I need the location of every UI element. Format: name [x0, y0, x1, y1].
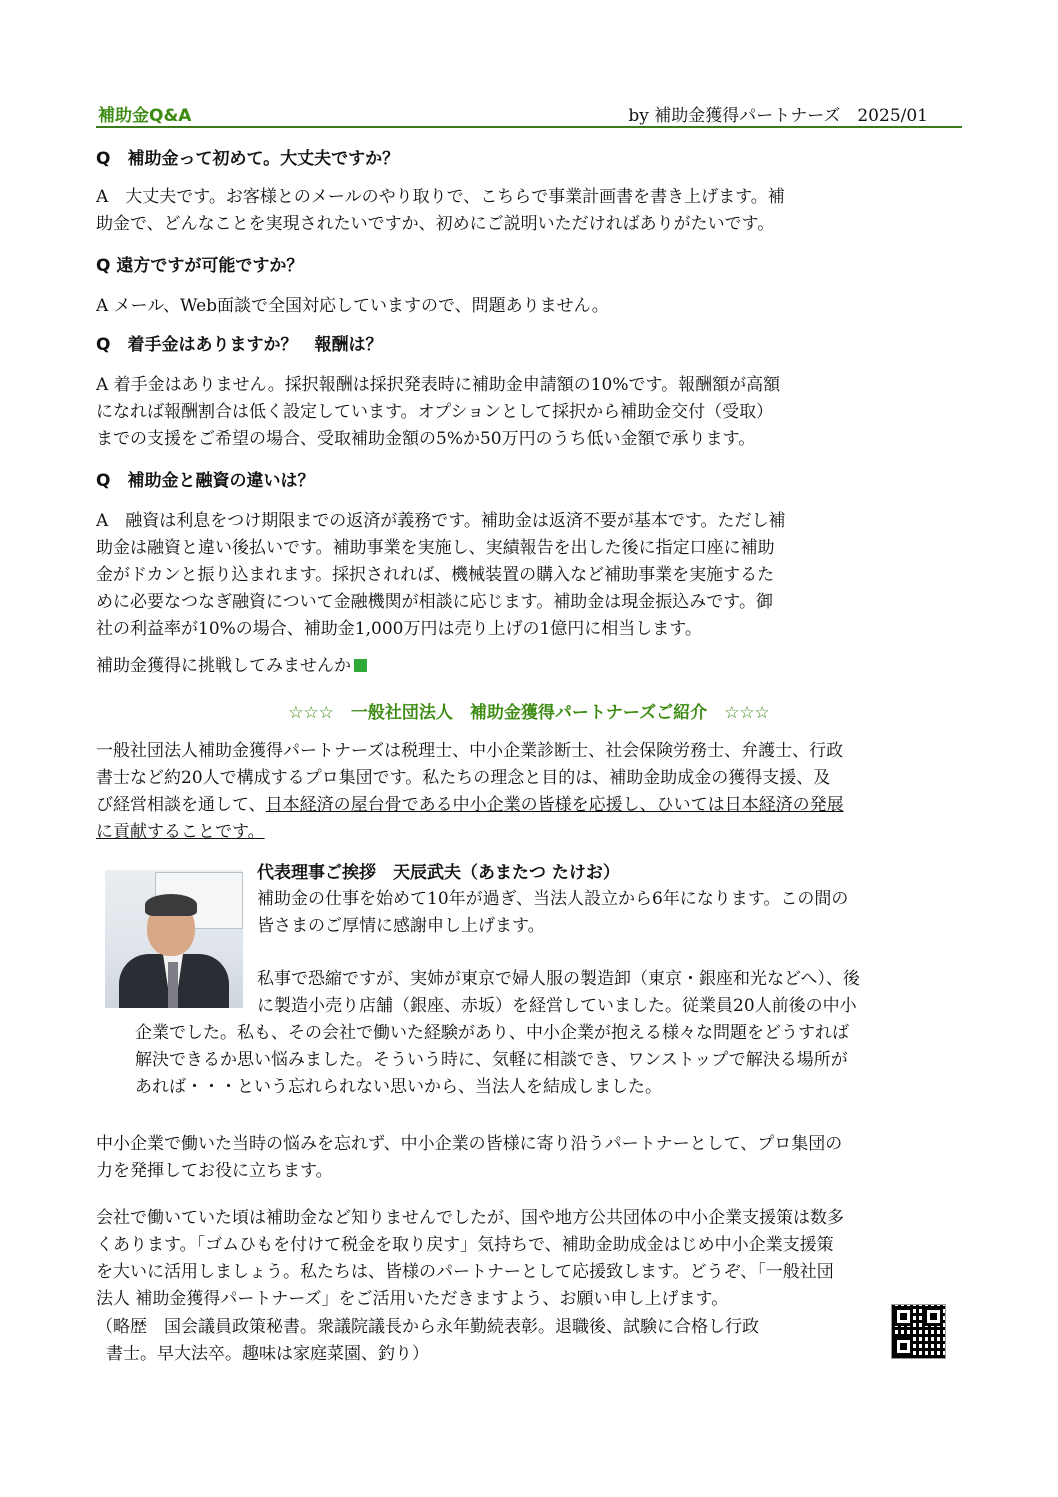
header-title: 補助金Q&A — [98, 106, 192, 126]
greeting-para-2a — [257, 966, 962, 1020]
question: Q 補助金と融資の違いは？ — [96, 471, 315, 491]
qa-item-2 — [96, 253, 962, 320]
intro-underlined-text: 日本経済の屋台骨である中小企業の皆様を応援し、ひいては日本経済の発展 — [265, 795, 844, 815]
greeting-line: 補助金の仕事を始めて10年が過ぎ、当法人設立から6年になります。この間の — [257, 889, 849, 909]
greeting-line: を大いに活用しましょう。私たちは、皆様のパートナーとして応援致します。どうぞ、「一般社団 — [96, 1262, 834, 1282]
greeting-title: 代表理事ご挨拶 天辰武夫（あまたつ たけお） — [257, 863, 620, 883]
answer-line: A 大丈夫です。お客様とのメールのやり取りで、こちらで事業計画書を書き上げます。補 — [96, 187, 785, 207]
greeting-line: 企業でした。私も、その会社で働いた経験があり、中小企業が抱える様々な問題をどうすれば — [135, 1023, 849, 1043]
question: Q 補助金って初めて。大丈夫ですか？ — [96, 149, 400, 169]
answer-line: 助金は融資と違い後払いです。補助事業を実施し、実績報告を出した後に指定口座に補助 — [96, 538, 775, 558]
question: Q 着手金はありますか？ 報酬は？ — [96, 335, 383, 355]
intro-paragraph — [96, 738, 962, 846]
page — [96, 98, 962, 1364]
greeting-block — [257, 860, 962, 940]
intro-line: 書士など約20人で構成するプロ集団です。私たちの理念と目的は、補助金助成金の獲得支援、及 — [96, 768, 831, 788]
intro-heading: ☆☆☆ 一般社団法人 補助金獲得パートナーズご紹介 ☆☆☆ — [288, 703, 770, 723]
representative-photo — [105, 870, 243, 1008]
qa-item-3 — [96, 332, 962, 453]
challenge-text: 補助金獲得に挑戦してみませんか — [96, 656, 351, 676]
hair — [145, 894, 197, 916]
career-line: 書士。早大法卒。趣味は家庭菜園、釣り） — [106, 1344, 429, 1364]
career-note — [96, 1314, 876, 1368]
qr-finder — [894, 1337, 913, 1356]
greeting-line: に製造小売り店舗（銀座、赤坂）を経営していました。従業員20人前後の中小 — [257, 996, 857, 1016]
answer-line: めに必要なつなぎ融資について金融機関が相談に応じます。補助金は現金振込みです。御 — [96, 592, 773, 612]
intro-text: び経営相談を通して、 — [96, 795, 266, 815]
answer-line: A 着手金はありません。採択報酬は採択発表時に補助金申請額の10%です。報酬額が高額 — [96, 375, 781, 395]
greeting-line: 力を発揮してお役に立ちます。 — [96, 1161, 333, 1181]
greeting-line: あれば・・・という忘れられない思いから、当法人を結成しました。 — [135, 1077, 662, 1097]
intro-line — [96, 819, 962, 846]
challenge-line — [96, 653, 962, 680]
answer-line: A 融資は利息をつけ期限までの返済が義務です。補助金は返済不要が基本です。ただし補 — [96, 511, 786, 531]
answer-line: 助金で、どんなことを実現されたいですか、初めにご説明いただければありがたいです。 — [96, 214, 775, 234]
answer-line: までの支援をご希望の場合、受取補助金額の5%か50万円のうち低い金額で承ります。 — [96, 429, 756, 449]
greeting-line: 会社で働いていた頃は補助金など知りませんでしたが、国や地方公共団体の中小企業支援策は数多 — [96, 1208, 844, 1228]
tie — [168, 962, 178, 1008]
intro-underlined-text: に貢献することです。 — [96, 822, 265, 842]
greeting-line: 皆さまのご厚情に感謝申し上げます。 — [257, 916, 545, 936]
greeting-line: 解決できるか思い悩みました。そういう時に、気軽に相談でき、ワンストップで解決る場所が — [135, 1050, 848, 1070]
answer-line: 金がドカンと振り込まれます。採択されれば、機械装置の購入など補助事業を実施するた — [96, 565, 775, 585]
qr-finder — [924, 1307, 943, 1326]
qr-code[interactable] — [891, 1304, 946, 1359]
greeting-line: くあります。「ゴムひもを付けて税金を取り戻す」気持ちで、補助金助成金はじめ中小企業支援策 — [96, 1235, 834, 1255]
header — [96, 98, 962, 128]
greeting-para-4 — [96, 1205, 962, 1313]
intro-line: 一般社団法人補助金獲得パートナーズは税理士、中小企業診断士、社会保険労務士、弁護士、行政 — [96, 741, 844, 761]
qr-finder — [894, 1307, 913, 1326]
greeting-line: 法人 補助金獲得パートナーズ」をご活用いただきますよう、お願い申し上げます。 — [96, 1289, 729, 1309]
green-square-icon — [354, 659, 367, 672]
greeting-para-2b — [135, 1020, 962, 1101]
qa-item-4 — [96, 468, 962, 643]
greeting-line: 私事で恐縮ですが、実姉が東京で婦人服の製造卸（東京・銀座和光などへ）、後 — [257, 969, 860, 989]
answer-line: A メール、Web面談で全国対応していますので、問題ありません。 — [96, 296, 609, 316]
answer-line: 社の利益率が10%の場合、補助金1,000万円は売り上げの1億円に相当します。 — [96, 619, 702, 639]
career-line: （略歴 国会議員政策秘書。衆議院議長から永年勤続表彰。退職後、試験に合格し行政 — [96, 1317, 759, 1337]
greeting-para-3 — [96, 1131, 962, 1185]
question: Q 遠方ですが可能ですか？ — [96, 256, 304, 276]
answer-line: になれば報酬割合は低く設定しています。オプションとして採択から補助金交付（受取） — [96, 402, 774, 422]
qa-item-1 — [96, 146, 962, 238]
header-byline: by 補助金獲得パートナーズ 2025/01 — [628, 106, 928, 126]
greeting-line: 中小企業で働いた当時の悩みを忘れず、中小企業の皆様に寄り沿うパートナーとして、プロ集団の — [96, 1134, 843, 1154]
intro-line — [96, 792, 962, 819]
